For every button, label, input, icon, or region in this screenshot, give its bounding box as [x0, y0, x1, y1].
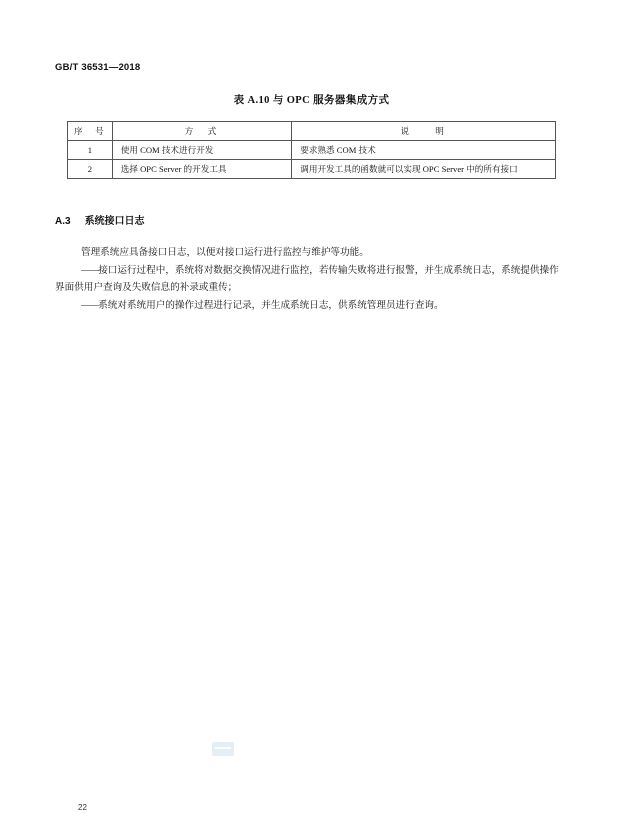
integration-methods-table	[67, 121, 556, 179]
table-cell-description: 调用开发工具的函数就可以实现 OPC Server 中的所有接口	[292, 160, 556, 179]
table-header-row	[68, 122, 556, 141]
table-cell-no: 2	[68, 160, 113, 179]
table-cell-no: 1	[68, 141, 113, 160]
table-row	[68, 160, 556, 179]
table-row	[68, 141, 556, 160]
section-number: A.3	[55, 216, 71, 227]
table-header-no: 序 号	[68, 122, 113, 141]
standard-number: GB/T 36531—2018	[55, 62, 141, 73]
list-item	[55, 262, 565, 297]
table-cell-method: 选择 OPC Server 的开发工具	[112, 160, 292, 179]
watermark-logo	[212, 742, 234, 756]
table-header-description: 说 明	[292, 122, 556, 141]
page-number: 22	[78, 803, 87, 812]
table-cell-description: 要求熟悉 COM 技术	[292, 141, 556, 160]
section-title: 系统接口日志	[84, 216, 145, 227]
list-item-text: 系统对系统用户的操作过程进行记录，并生成系统日志，供系统管理员进行查询。	[98, 299, 444, 311]
em-dash-marker: ——	[81, 299, 99, 311]
table-caption: 表 A.10 与 OPC 服务器集成方式	[233, 95, 390, 106]
section-body	[55, 244, 565, 314]
em-dash-marker: ——	[81, 264, 99, 276]
list-item	[55, 297, 565, 315]
section-paragraph: 管理系统应具备接口日志，以便对接口运行进行监控与维护等功能。	[81, 247, 369, 258]
section-heading	[55, 212, 145, 227]
list-item-text: 接口运行过程中，系统将对数据交换情况进行监控，若传输失败将进行报警，并生成系统日志，系统提供操作界面供用户查询及失败信息的补录或重传；	[55, 264, 559, 293]
table-header-method: 方 式	[112, 122, 292, 141]
table-cell-method: 使用 COM 技术进行开发	[112, 141, 292, 160]
